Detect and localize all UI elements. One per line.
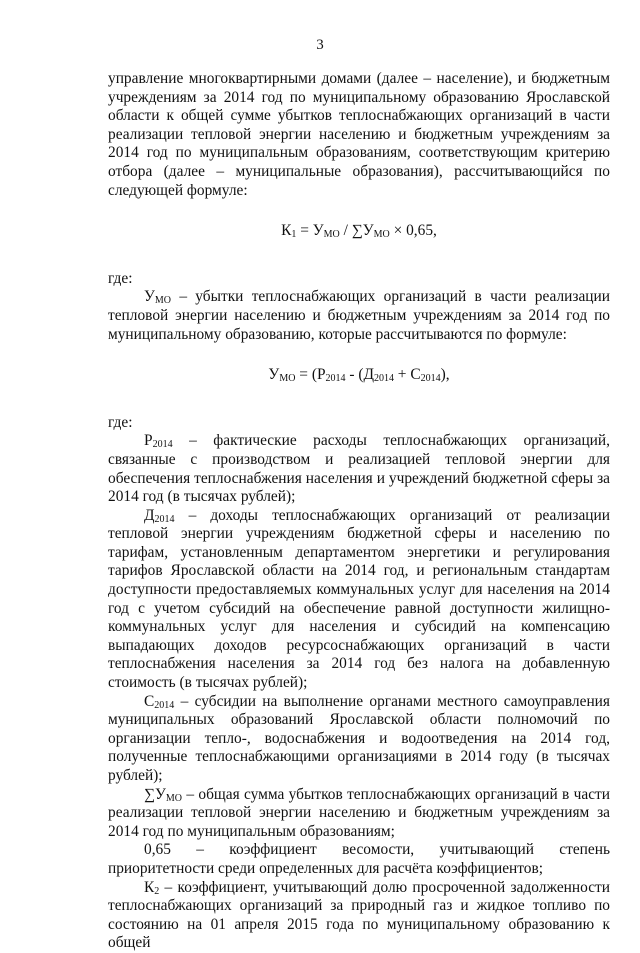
definition-k2 — [108, 879, 610, 953]
definition-r2014 — [108, 432, 610, 506]
definition-c2014-text: – субсидии на выполнение органами местного самоуправления муниципальных образований Ярославской области полномочий по организации тепло-, водоснабжения и водоотведения на 2014 год, полученные теплоснабжающими организациями в 2014 году (в тысячах рублей); — [108, 692, 610, 784]
formula-umo-p3: + С — [393, 366, 421, 384]
formula-k1 — [108, 222, 610, 241]
formula-k1-mid2: / ∑У — [339, 222, 374, 240]
formula-umo-p1: = (Р — [295, 366, 326, 384]
page-content — [108, 70, 610, 953]
definition-c2014-sub: 2014 — [154, 699, 175, 711]
formula-umo-p4: ), — [440, 366, 450, 384]
definition-sum-umo-sub: МО — [165, 792, 182, 804]
formula-umo-p2: - (Д — [345, 366, 374, 384]
definition-k2-sub: 2 — [154, 885, 160, 897]
formula-k1-u2-sub: МО — [373, 229, 390, 241]
definition-c2014-symbol: С — [144, 692, 155, 710]
definition-umo-sub: МО — [154, 295, 172, 307]
definition-umo — [108, 288, 610, 344]
formula-k1-k-sub: 1 — [291, 229, 297, 241]
definition-r2014-sub: 2014 — [152, 439, 173, 451]
definition-r2014-text: – фактические расходы теплоснабжающих организаций, связанные с производством и реализацией тепловой энергии для обеспечения теплоснабжения населения и учреждений бюджетной сферы за 2014 год (в тысячах рублей); — [108, 432, 610, 506]
definition-d2014-symbol: Д — [144, 506, 155, 524]
formula-umo-r-sub: 2014 — [325, 373, 346, 385]
definition-d2014-text: – доходы теплоснабжающих организаций от реализации тепловой энергии учреждениям бюджетной сферы и населению по тарифам, установленным департаментом энергетики и регулирования тарифов Ярославской области на 2014 год, и региональным стандартам доступности предоставляемых коммунальных услуг для населения на 2014 год с учетом субсидий на обеспечение равной доступности жилищно-коммунальных услуг для населения и субсидий на компенсацию выпадающих доходов ресурсоснабжающих организаций в части теплоснабжения населения за 2014 год без налога на добавленную стоимость (в тысячах рублей); — [108, 506, 610, 692]
definition-sum-umo-symbol: ∑У — [144, 785, 166, 803]
formula-umo-u-sub: МО — [279, 373, 296, 385]
where-label: где: — [108, 269, 133, 287]
definition-weight-coefficient: 0,65 – коэффициент весомости, учитывающий степень приоритетности среди определенных для расчёта коэффициентов; — [108, 841, 610, 877]
definition-k2-text: – коэффициент, учитывающий долю просроченной задолженности теплоснабжающих организаций за природный газ и жидкое топливо по состоянию на 01 апреля 2015 года по муниципальному образованию к общей — [108, 878, 610, 952]
definition-d2014 — [108, 507, 610, 693]
definition-c2014 — [108, 693, 610, 786]
definition-d2014-sub: 2014 — [154, 513, 175, 525]
where-label-2: где: — [108, 413, 133, 431]
definition-umo-symbol: У — [144, 288, 155, 306]
formula-umo-c-sub: 2014 — [420, 373, 441, 385]
formula-k1-u-sub: МО — [323, 229, 340, 241]
formula-k1-mid1: = У — [296, 222, 324, 240]
definition-umo-text: – убытки теплоснабжающих организаций в части реализации тепловой энергии населению и бюджетным учреждениям за 2014 год по муниципальному образованию, которые рассчитываются по формуле: — [108, 288, 610, 343]
formula-umo — [108, 366, 610, 385]
intro-paragraph: управление многоквартирными домами (далее – население), и бюджетным учреждениям за 2014 год по муниципальному образованию Ярославской области к общей сумме убытков теплоснабжающих организаций в части реализации тепловой энергии населению и бюджетным учреждениям за 2014 год по муниципальным образованиям, соответствующим критерию отбора (далее – муниципальные образования), рассчитывающийся по следующей формуле: — [108, 70, 610, 199]
definition-r2014-symbol: Р — [144, 432, 153, 450]
formula-k1-tail: × 0,65, — [389, 222, 437, 240]
page-number: 3 — [316, 37, 324, 53]
formula-umo-u: У — [268, 366, 280, 384]
definition-sum-umo-text: – общая сумма убытков теплоснабжающих организаций в части реализации тепловой энергии населению и бюджетным учреждениям за 2014 год по муниципальным образованиям; — [108, 785, 610, 840]
definition-k2-symbol: К — [144, 878, 155, 896]
formula-umo-d-sub: 2014 — [373, 373, 394, 385]
definition-sum-umo — [108, 786, 610, 842]
formula-k1-k: К — [281, 222, 292, 240]
